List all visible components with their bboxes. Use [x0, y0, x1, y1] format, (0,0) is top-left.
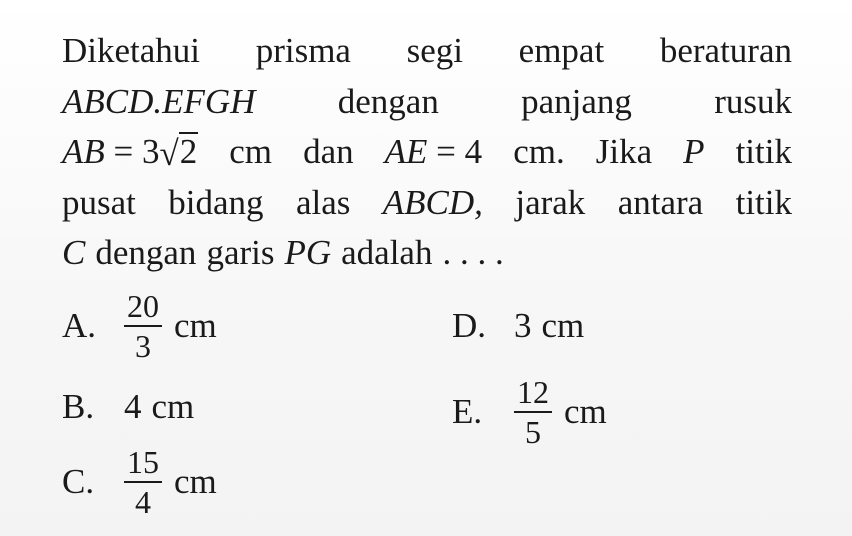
stem-word: prisma [255, 31, 351, 70]
coefficient: 3 [142, 132, 160, 171]
math-var: C [62, 233, 86, 272]
math-var: AB [62, 132, 105, 171]
option-letter: A. [62, 306, 97, 345]
numerator: 15 [124, 446, 162, 483]
stem-word: dan [303, 132, 354, 171]
stem-word: bidang [168, 182, 264, 222]
ellipsis: . . . . [442, 233, 504, 272]
stem-word: dengan [95, 233, 197, 272]
stem-word: antara [617, 182, 704, 222]
stem-word: beraturan [659, 31, 792, 70]
option-letter: C. [62, 462, 95, 501]
stem-word: panjang [521, 81, 632, 121]
option-value: 4 [124, 387, 142, 426]
edge-ab-expression [62, 127, 198, 178]
option-c[interactable] [62, 444, 217, 520]
math-var: AE [384, 132, 428, 171]
unit: cm [229, 132, 273, 171]
equals-sign: = [436, 132, 456, 171]
option-value: 3 [514, 306, 532, 345]
unit: cm [174, 462, 217, 501]
prism-name: ABCD.EFGH [62, 81, 256, 121]
radicand: 2 [179, 132, 198, 171]
fraction [124, 290, 162, 362]
numerator: 12 [514, 376, 552, 413]
stem-word: Diketahui [62, 31, 201, 70]
unit: cm [174, 306, 217, 345]
option-letter: D. [452, 306, 487, 345]
option-letter: E. [452, 392, 483, 431]
math-var: ABCD, [382, 182, 483, 222]
stem-word: dengan [337, 81, 439, 121]
stem-word: adalah [341, 233, 433, 272]
stem-line-3 [62, 127, 792, 178]
denominator: 3 [135, 328, 151, 364]
option-d[interactable] [452, 296, 584, 356]
fraction [124, 446, 162, 518]
stem-word: segi [406, 31, 463, 70]
question-stem [62, 26, 792, 279]
stem-line-4 [62, 178, 792, 229]
option-b[interactable] [62, 377, 194, 437]
stem-word: titik [735, 182, 792, 222]
denominator: 4 [135, 484, 151, 520]
math-var: PG [284, 233, 332, 272]
denominator: 5 [525, 414, 541, 450]
unit: cm [151, 387, 195, 426]
option-letter: B. [62, 387, 95, 426]
stem-word: jarak [515, 182, 586, 222]
option-a[interactable] [62, 288, 217, 364]
edge-ae-expression [385, 127, 483, 178]
number: 4 [464, 132, 483, 171]
stem-word: garis [206, 233, 275, 272]
stem-line-2 [62, 77, 792, 128]
stem-line-5 [62, 228, 792, 279]
math-var: P [683, 132, 705, 171]
stem-word: titik [735, 132, 792, 171]
stem-word: Jika [595, 132, 653, 171]
sqrt-symbol: √ [159, 134, 179, 173]
unit: cm. [513, 132, 565, 171]
stem-word: rusuk [714, 81, 792, 121]
numerator: 20 [124, 290, 162, 327]
stem-line-1 [62, 26, 792, 77]
option-e[interactable] [452, 374, 607, 450]
stem-word: empat [518, 31, 605, 70]
equals-sign: = [113, 132, 134, 171]
stem-word: alas [295, 182, 351, 222]
stem-word: pusat [62, 182, 136, 222]
unit: cm [541, 306, 585, 345]
fraction [514, 376, 552, 448]
unit: cm [564, 392, 607, 431]
